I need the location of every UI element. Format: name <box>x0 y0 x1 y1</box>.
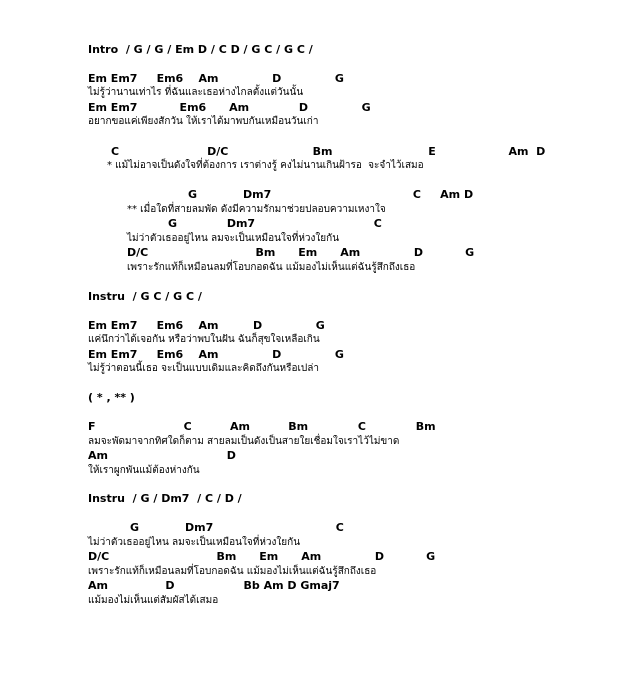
lyric-line: ไม่ว่าตัวเธออยู่ไหน ลมจะเป็นเหมือนใจที่ห่วงใยกัน <box>127 233 340 244</box>
lyric-line: เพราะรักแท้ก็เหมือนลมที่โอบกอดฉัน แม้มองไม่เห็นแต่ฉันรู้สึกถึงเธอ <box>127 262 416 273</box>
chord-line: G Dm7 C Am D <box>188 188 474 201</box>
instrumental-chords: Instru / G C / G C / <box>88 290 202 303</box>
chord-line: F C Am Bm C Bm <box>88 420 436 433</box>
lyric-line: ไม่ว่าตัวเธออยู่ไหน ลมจะเป็นเหมือนใจที่ห่วงใยกัน <box>88 537 301 548</box>
lyric-line: ** เมื่อใดที่สายลมพัด ดังมีความรักมาช่วยปลอบความเหงาใจ <box>127 204 386 215</box>
lyric-line: * แม้ไม่อาจเป็นดังใจที่ต้องการ เราต่างรู้ คงไม่นานเกินฝ้ารอ จะจำไว้เสมอ <box>107 160 424 171</box>
lyric-line: ลมจะพัดมาจากทิศใดก็ตาม สายลมเป็นดังเป็นสายใยเชื่อมใจเราไว้ไม่ขาด <box>88 436 400 447</box>
chord-line: C D/C Bm E Am D <box>111 145 546 158</box>
lyric-line: แม้มองไม่เห็นแต่สัมผัสได้เสมอ <box>88 595 219 606</box>
lyric-line: อยากขอแค่เพียงสักวัน ให้เราได้มาพบกันเหมือนวันเก่า <box>88 116 319 127</box>
chord-line: G Dm7 C <box>168 217 382 230</box>
chord-line: D/C Bm Em Am D G <box>127 246 475 259</box>
lyric-line: ให้เราผูกพันแม้ต้องห่างกัน <box>88 465 200 476</box>
chord-line: Em Em7 Em6 Am D G <box>88 348 344 361</box>
intro-chords: Intro / G / G / Em D / C D / G C / G C / <box>88 43 313 56</box>
repeat-marker: ( * , ** ) <box>88 391 135 404</box>
chord-line: Em Em7 Em6 Am D G <box>88 72 344 85</box>
chord-line: G Dm7 C <box>130 521 344 534</box>
lyric-line: ไม่รู้ว่านานเท่าไร ที่ฉันและเธอห่างไกลตั้งแต่วันนั้น <box>88 87 304 98</box>
chord-line: Em Em7 Em6 Am D G <box>88 101 371 114</box>
chord-line: D/C Bm Em Am D G <box>88 550 436 563</box>
chord-line: Em Em7 Em6 Am D G <box>88 319 325 332</box>
lyric-line: เพราะรักแท้ก็เหมือนลมที่โอบกอดฉัน แม้มองไม่เห็นแต่ฉันรู้สึกถึงเธอ <box>88 566 377 577</box>
chord-line: Am D <box>88 449 236 462</box>
instrumental-chords: Instru / G / Dm7 / C / D / <box>88 492 242 505</box>
chord-line: Am D Bb Am D Gmaj7 <box>88 579 340 592</box>
lyric-line: ไม่รู้ว่าตอนนี้เธอ จะเป็นแบบเดิมและคิดถึงกันหรือเปล่า <box>88 363 320 374</box>
lyric-line: แค่นึกว่าได้เจอกัน หรือว่าพบในฝัน ฉันก็สุขใจเหลือเกิน <box>88 334 320 345</box>
